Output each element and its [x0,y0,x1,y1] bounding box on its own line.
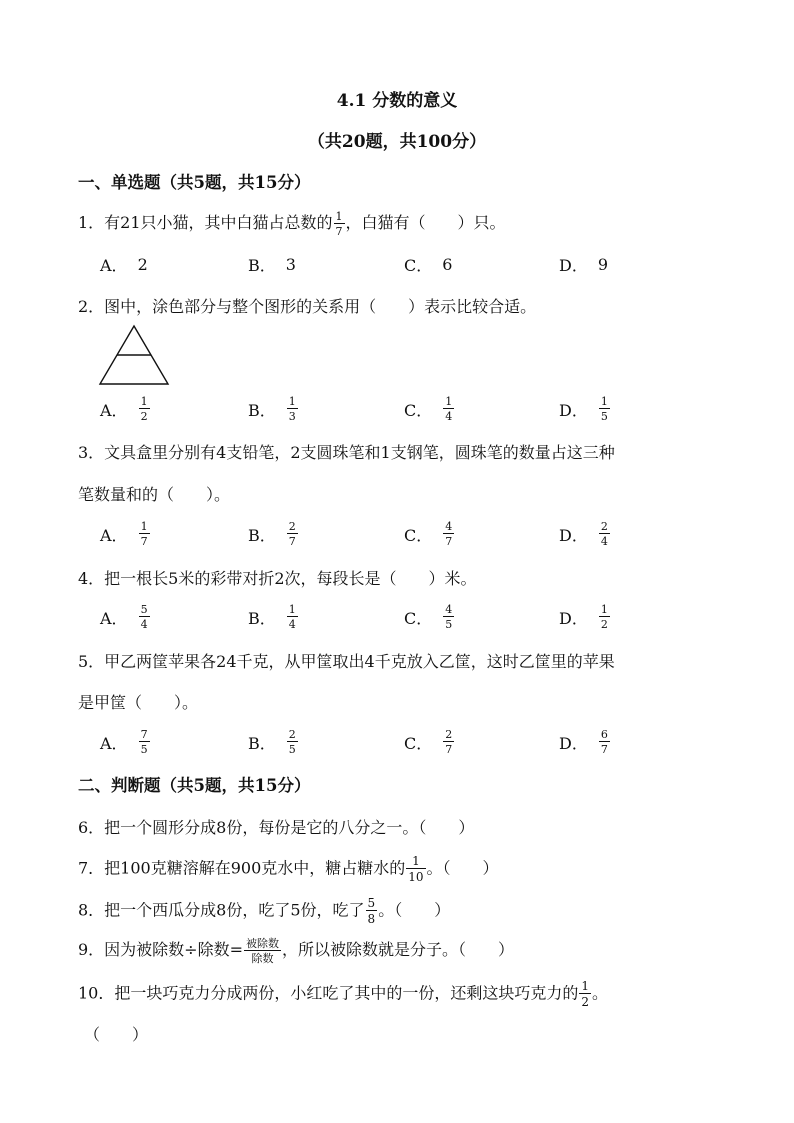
question-9-fraction: $\frac{\text{被除数}}{\text{除数}}$ [246,936,279,965]
option-a[interactable]: A． $\frac{1}{7}$ [100,520,148,548]
page-title: 4.1 分数的意义 [336,91,458,111]
section-heading-single-choice: 一、单选题（共5题，共15分） [78,173,311,192]
section-heading-true-false: 二、判断题（共5题，共15分） [78,776,311,795]
option-d[interactable]: D． $\frac{6}{7}$ [559,728,608,756]
question-5-line-1: 5．甲乙两筐苹果各24千克，从甲筐取出4千克放入乙筐，这时乙筐里的苹果 [78,652,615,671]
option-b[interactable]: B． $\frac{1}{4}$ [248,603,296,631]
question-10-fraction: $\frac{1}{2}$ [581,979,590,1009]
option-d[interactable]: D． $\frac{1}{5}$ [559,395,608,423]
question-8: 8．把一个西瓜分成8份，吃了5份，吃了 $\frac{5}{8}$ 。（ ） [78,896,451,926]
question-8-fraction: $\frac{5}{8}$ [367,896,376,926]
question-10-answer-blank: （ ） [84,1025,149,1044]
option-a[interactable]: A． 2 [100,255,148,275]
option-a[interactable]: A． $\frac{1}{2}$ [100,395,148,423]
page-subtitle: （共20题，共100分） [307,132,487,152]
fraction-numerator: 1 [335,209,343,223]
question-2-options [100,396,660,426]
option-b[interactable]: B． $\frac{2}{7}$ [248,520,296,548]
question-1-options [100,253,660,283]
question-10: 10．把一块巧克力分成两份，小红吃了其中的一份，还剩这块巧克力的 $\frac{1}{2}$ 。 [78,979,609,1009]
option-a[interactable]: A． $\frac{5}{4}$ [100,603,148,631]
option-d[interactable]: D． $\frac{2}{4}$ [559,520,608,548]
question-1 [78,210,506,237]
question-5-line-2: 是甲筐（ ）。 [78,693,199,712]
option-c[interactable]: C． $\frac{2}{7}$ [404,728,453,756]
fraction-denominator: 7 [335,224,343,238]
option-c[interactable]: C． $\frac{1}{4}$ [404,395,453,423]
question-7: 7．把100克糖溶解在900克水中，糖占糖水的 $\frac{1}{10}$ 。（ ） [78,854,499,884]
option-b[interactable]: B． 3 [248,255,296,275]
question-5-options [100,729,660,759]
question-1-fraction [334,211,345,237]
question-9: 9．因为被除数÷除数= $\frac{\text{被除数}}{\text{除数}}$ ，所以被除数就是分子。（ ） [78,936,515,965]
question-2: 2．图中，涂色部分与整个图形的关系用（ ）表示比较合适。 [78,297,537,316]
option-c[interactable]: C． $\frac{4}{7}$ [404,520,453,548]
question-4: 4．把一根长5米的彩带对折2次，每段长是（ ）米。 [78,569,477,588]
question-3-line-2: 笔数量和的（ ）。 [78,485,231,504]
option-d[interactable]: D． $\frac{1}{2}$ [559,603,608,631]
option-d[interactable]: D． 9 [559,255,609,275]
question-1-text-pre: 1．有21只小猫，其中白猫占总数的 [78,213,333,232]
option-c[interactable]: C． $\frac{4}{5}$ [404,603,453,631]
option-b[interactable]: B． $\frac{1}{3}$ [248,395,296,423]
option-b[interactable]: B． $\frac{2}{5}$ [248,728,296,756]
option-c[interactable]: C． 6 [404,255,453,275]
question-4-options [100,604,660,634]
question-6: 6．把一个圆形分成8份，每份是它的八分之一。（ ） [78,818,475,837]
question-3-options [100,521,660,551]
question-7-fraction: $\frac{1}{10}$ [408,854,424,884]
triangle-figure [98,324,170,386]
question-1-text-post: ，白猫有（ ）只。 [345,213,506,232]
question-3-line-1: 3．文具盒里分别有4支铅笔，2支圆珠笔和1支钢笔，圆珠笔的数量占这三种 [78,443,615,462]
option-a[interactable]: A． $\frac{7}{5}$ [100,728,148,756]
